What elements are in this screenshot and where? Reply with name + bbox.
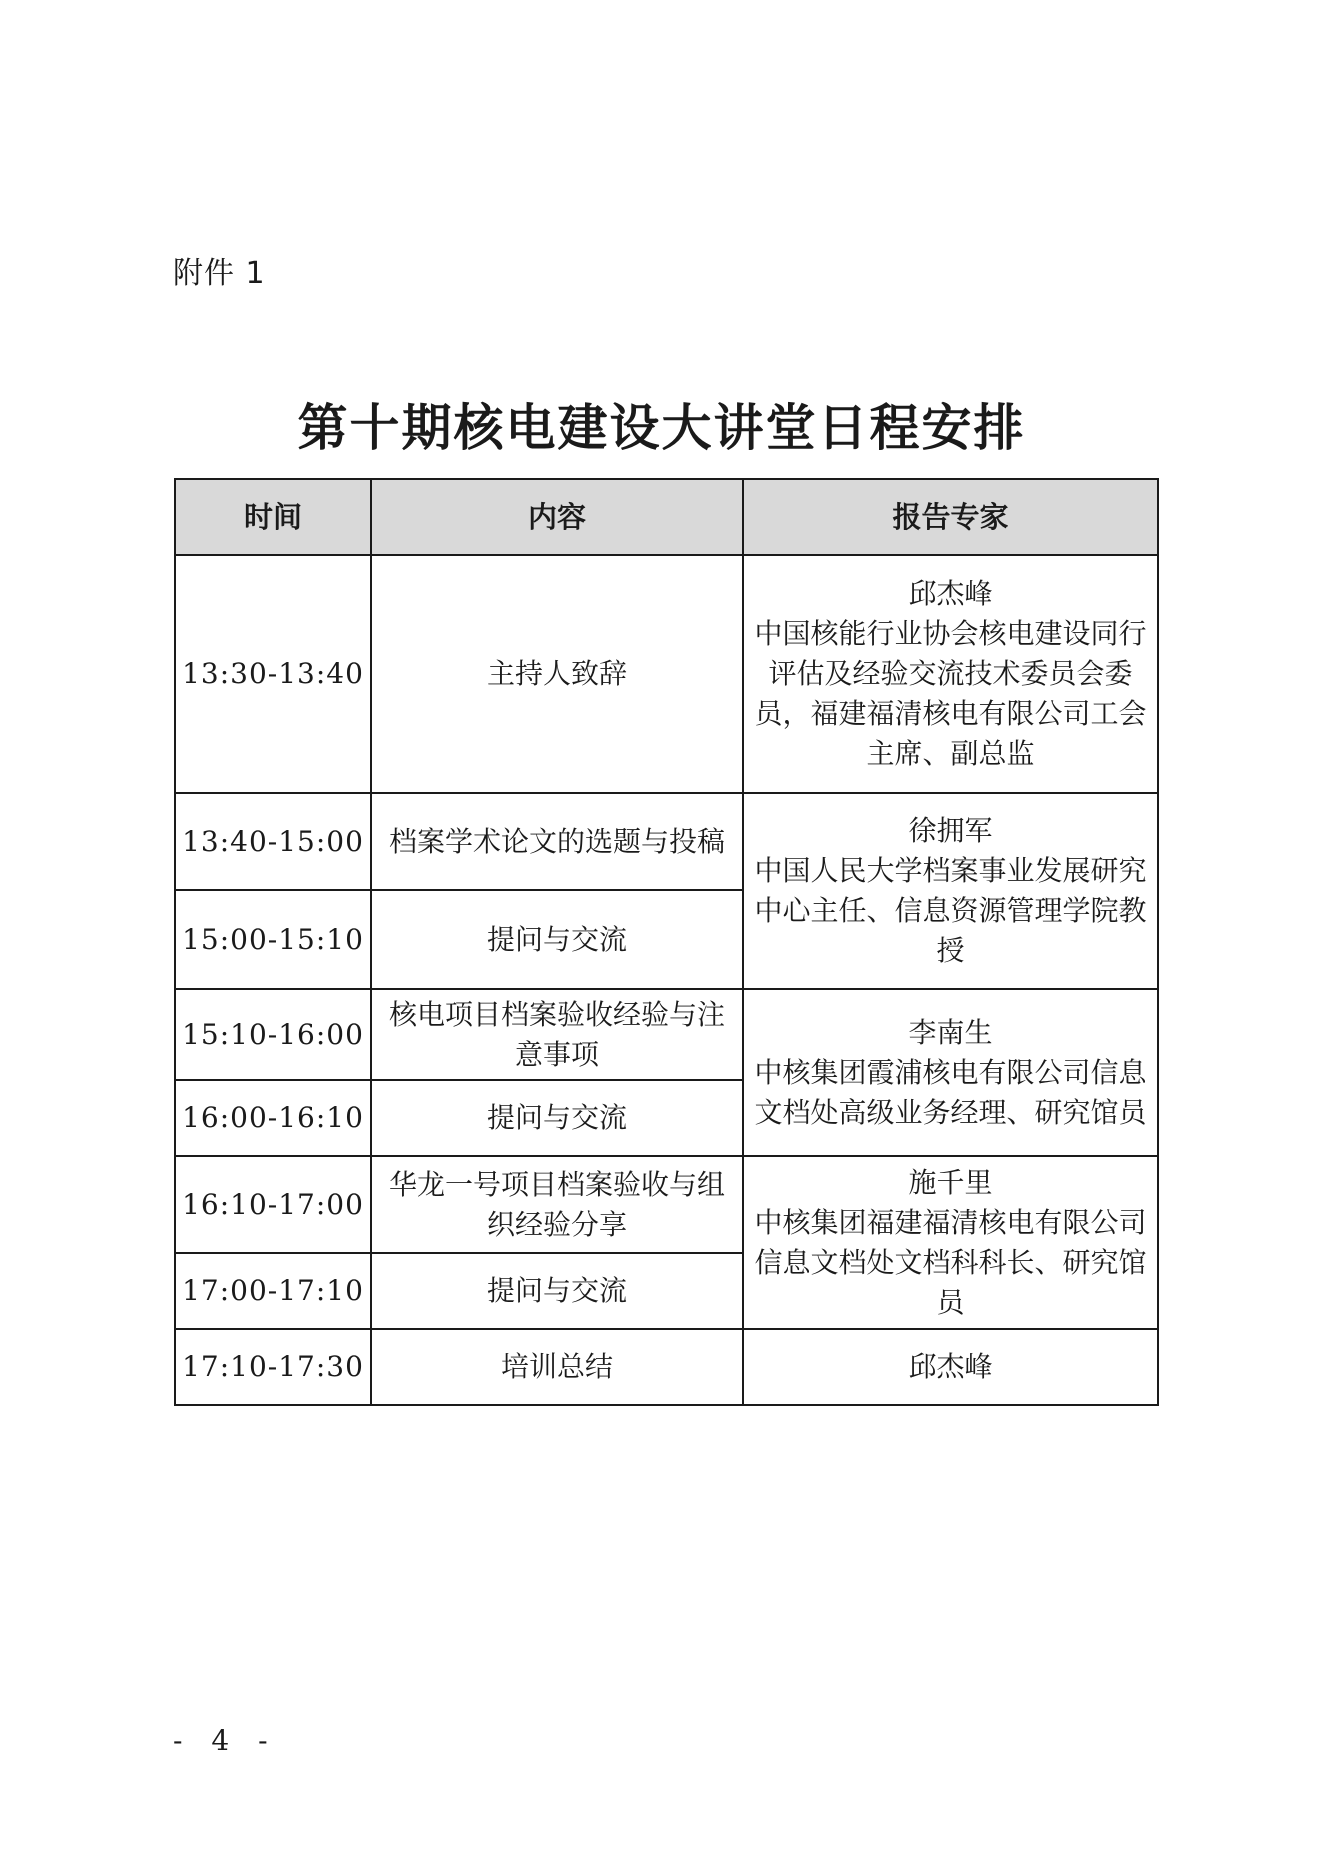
header-content: 内容	[371, 479, 743, 555]
expert-cell	[743, 1156, 1158, 1329]
time-cell: 13:30-13:40	[175, 555, 371, 793]
time-cell: 17:10-17:30	[175, 1329, 371, 1405]
expert-description: 中国人民大学档案事业发展研究中心主任、信息资源管理学院教授	[754, 854, 1147, 967]
content-cell: 培训总结	[371, 1329, 743, 1405]
table-row	[175, 1156, 1158, 1253]
page-title: 第十期核电建设大讲堂日程安排	[297, 398, 1026, 457]
time-cell: 15:00-15:10	[175, 890, 371, 989]
time-cell: 13:40-15:00	[175, 793, 371, 890]
table-row	[175, 793, 1158, 890]
page-number: - 4 -	[173, 1724, 278, 1757]
time-cell: 15:10-16:00	[175, 989, 371, 1080]
attachment-label: 附件 1	[173, 256, 266, 291]
content-cell: 核电项目档案验收经验与注意事项	[371, 989, 743, 1080]
table-row	[175, 1329, 1158, 1405]
expert-description: 中核集团福建福清核电有限公司信息文档处文档科科长、研究馆员	[754, 1205, 1147, 1319]
header-expert: 报告专家	[743, 479, 1158, 555]
table-row	[175, 555, 1158, 793]
expert-name: 邱杰峰	[908, 577, 993, 610]
schedule-table	[174, 478, 1159, 1406]
expert-cell	[743, 989, 1158, 1156]
content-cell: 提问与交流	[371, 1253, 743, 1329]
expert-name: 施千里	[908, 1165, 993, 1199]
header-time: 时间	[175, 479, 371, 555]
table-row	[175, 989, 1158, 1080]
time-cell: 17:00-17:10	[175, 1253, 371, 1329]
time-cell: 16:00-16:10	[175, 1080, 371, 1156]
expert-description: 中国核能行业协会核电建设同行评估及经验交流技术委员会委员，福建福清核电有限公司工会主席、副总监	[754, 617, 1147, 770]
content-cell: 华龙一号项目档案验收与组织经验分享	[371, 1156, 743, 1253]
expert-cell	[743, 555, 1158, 793]
expert-description: 中核集团霞浦核电有限公司信息文档处高级业务经理、研究馆员	[754, 1055, 1147, 1129]
time-cell: 16:10-17:00	[175, 1156, 371, 1253]
expert-name: 徐拥军	[908, 814, 993, 847]
expert-cell	[743, 793, 1158, 989]
table-header-row	[175, 479, 1158, 555]
expert-name: 邱杰峰	[908, 1350, 993, 1383]
content-cell: 主持人致辞	[371, 555, 743, 793]
content-cell: 提问与交流	[371, 1080, 743, 1156]
expert-cell	[743, 1329, 1158, 1405]
content-cell: 档案学术论文的选题与投稿	[371, 793, 743, 890]
expert-name: 李南生	[908, 1015, 993, 1049]
content-cell: 提问与交流	[371, 890, 743, 989]
